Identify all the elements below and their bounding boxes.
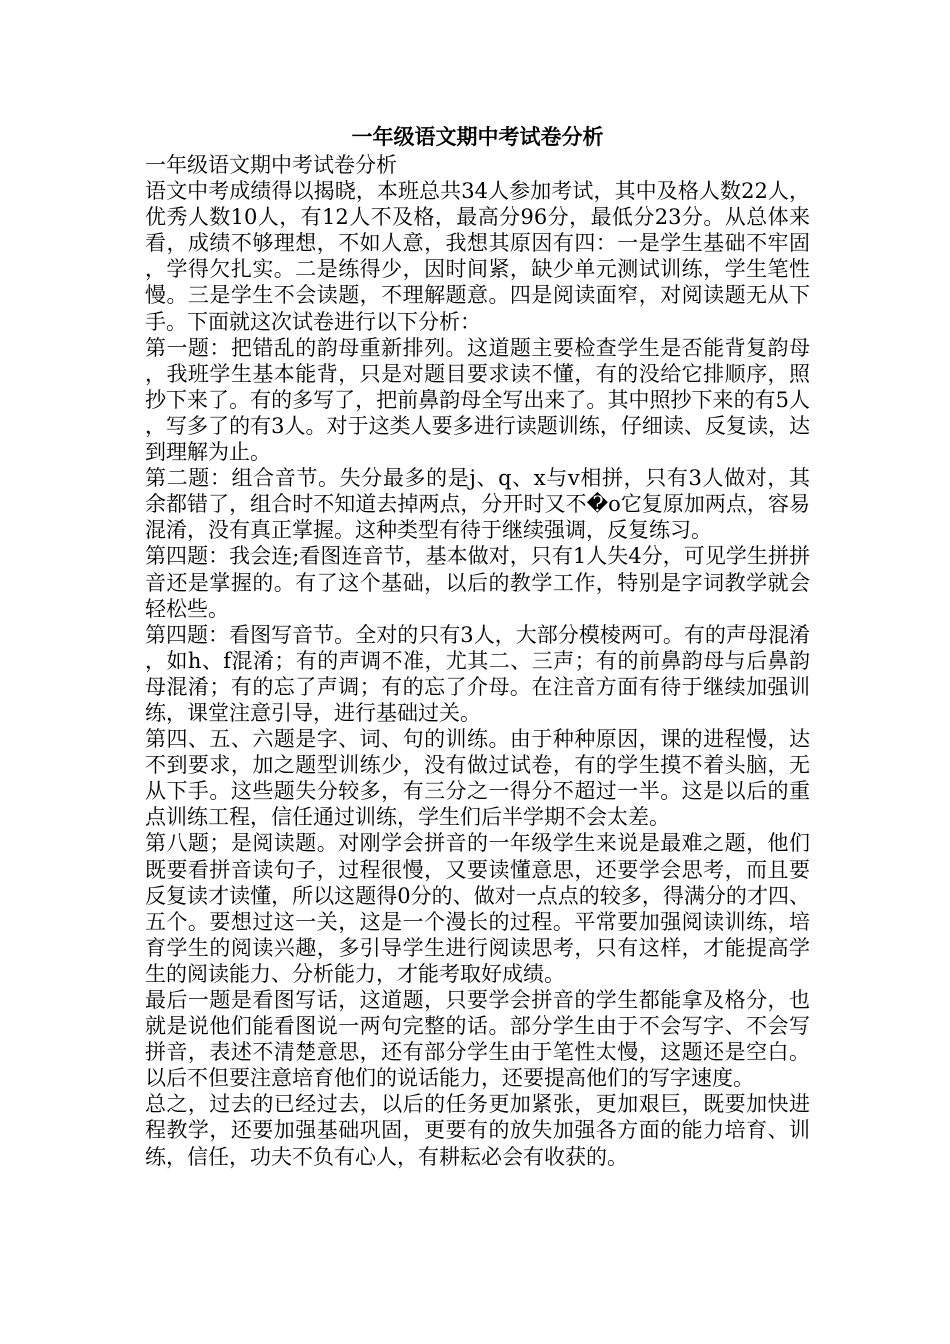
question-8-paragraph: 第八题；是阅读题。对刚学会拼音的一年级学生来说是最难之题，他们既要看拼音读句子，过程很慢，又要读懂意思，还要学会思考，而且要反复读才读懂，所以这题得0分的、做对一点点的较多，得满分的才四、五个。要想过这一关，这是一个漫长的过程。平常要加强阅读训练，培育学生的阅读兴趣，多引导学生进行阅读思考，只有这样，才能提高学生的阅读能力、分析能力，才能考取好成绩。 [145, 831, 810, 986]
intro-paragraph: 语文中考成绩得以揭晓，本班总共34人参加考试，其中及格人数22人，优秀人数10人，有12人不及格，最高分96分，最低分23分。从总体来看，成绩不够理想，不如人意，我想其原因有四：一是学生基础不牢固，学得欠扎实。二是练得少，因时间紧，缺少单元测试训练，学生笔性慢。三是学生不会读题，不理解题意。四是阅读面窄，对阅读题无从下手。下面就这次试卷进行以下分析： [145, 179, 810, 334]
document-page [145, 122, 810, 1170]
question-3-paragraph: 第四题：我会连;看图连音节，基本做对，只有1人失4分，可见学生拼拼音还是掌握的。有了这个基础，以后的教学工作，特别是字词教学就会轻松些。 [145, 544, 810, 621]
subtitle-paragraph: 一年级语文期中考试卷分析 [145, 153, 397, 177]
question-2-paragraph: 第二题：组合音节。失分最多的是j、q、x与v相拼，只有3人做对，其余都错了，组合时不知道去掉两点，分开时又不�o它复原加两点，容易混淆，没有真正掌握。这种类型有待于继续强调，反复练习。 [145, 466, 810, 543]
questions-4-6-paragraph: 第四、五、六题是字、词、句的训练。由于种种原因，课的进程慢，达不到要求，加之题型训练少，没有做过试卷，有的学生摸不着头脑，无从下手。这些题失分较多，有三分之一得分不超过一半。这是以后的重点训练工程，信任通过训练，学生们后半学期不会太差。 [145, 727, 810, 830]
question-1-paragraph: 第一题：把错乱的韵母重新排列。这道题主要检查学生是否能背复韵母，我班学生基本能背，只是对题目要求读不懂，有的没给它排顺序，照抄下来了。有的多写了，把前鼻韵母全写出来了。其中照抄下来的有5人，写多了的有3人。对于这类人要多进行读题训练，仔细读、反复读，达到理解为止。 [145, 335, 810, 465]
question-4-paragraph: 第四题：看图写音节。全对的只有3人，大部分模棱两可。有的声母混淆，如h、f混淆；有的声调不准，尤其二、三声；有的前鼻韵母与后鼻韵母混淆；有的忘了声调；有的忘了介母。在注音方面有待于继续加强训练，课堂注意引导，进行基础过关。 [145, 622, 810, 725]
document-title: 一年级语文期中考试卷分析 [351, 124, 604, 149]
summary-paragraph: 总之，过去的已经过去，以后的任务更加紧张，更加艰巨，既要加快进程教学，还要加强基础巩固，更要有的放失加强各方面的能力培育、训练，信任，功夫不负有心人，有耕耘必会有收获的。 [145, 1092, 810, 1169]
last-question-paragraph: 最后一题是看图写话，这道题，只要学会拼音的学生都能拿及格分，也就是说他们能看图说一两句完整的话。部分学生由于不会写字、不会写拼音，表述不清楚意思，还有部分学生由于笔性太慢，这题还是空白。以后不但要注意培育他们的说话能力，还要提高他们的写字速度。 [145, 988, 810, 1091]
